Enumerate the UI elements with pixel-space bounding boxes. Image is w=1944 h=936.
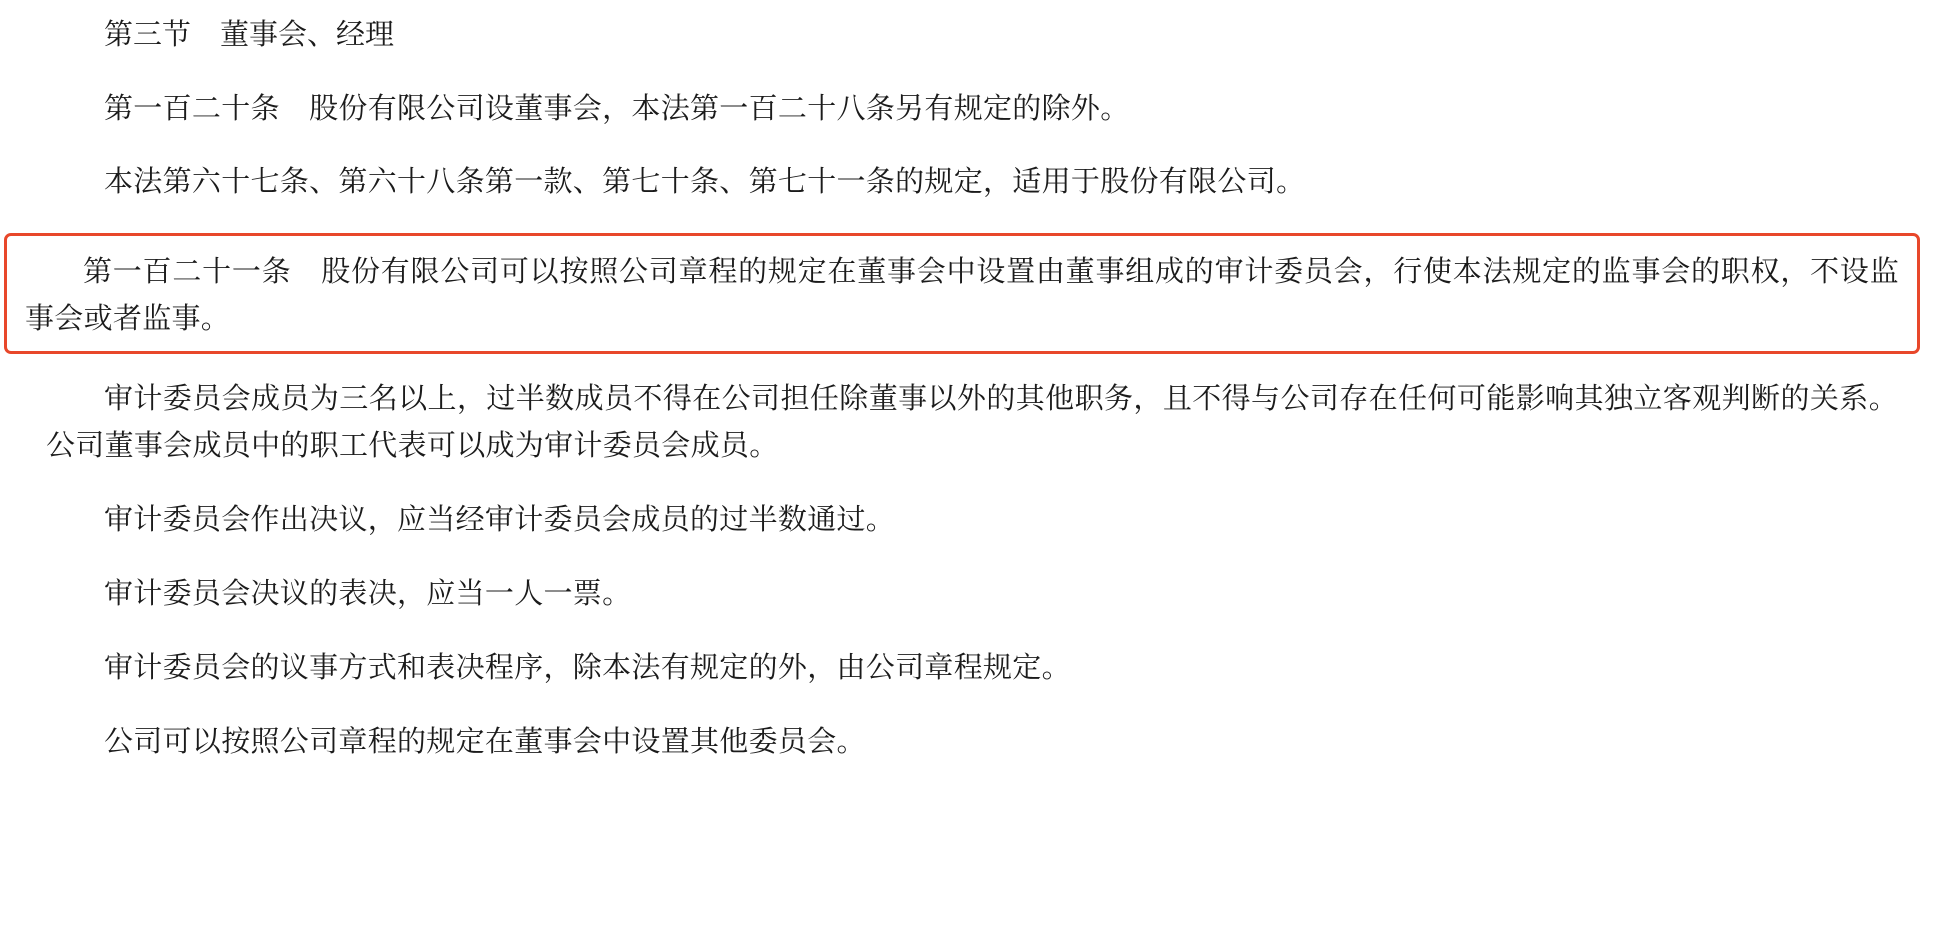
section-heading: 第三节 董事会、经理 <box>104 19 395 51</box>
paragraph-audit-committee-vote: 审计委员会决议的表决，应当一人一票。 <box>104 578 632 611</box>
paragraph-other-committees: 公司可以按照公司章程的规定在董事会中设置其他委员会。 <box>104 726 866 759</box>
paragraph-audit-committee-resolution: 审计委员会作出决议，应当经审计委员会成员的过半数通过。 <box>104 504 896 537</box>
paragraph-article-121: 第一百二十一条 股份有限公司可以按照公司章程的规定在董事会中设置由董事组成的审计委员会，行使本法规定的监事会的职权，不设监事会或者监事。 <box>25 256 1899 336</box>
paragraph-audit-committee-members: 审计委员会成员为三名以上，过半数成员不得在公司担任除董事以外的其他职务，且不得与公司存在任何可能影响其独立客观判断的关系。公司董事会成员中的职工代表可以成为审计委员会成员。 <box>46 383 1898 463</box>
paragraph-article-120-ref: 本法第六十七条、第六十八条第一款、第七十条、第七十一条的规定，适用于股份有限公司。 <box>104 166 1306 199</box>
paragraph-audit-committee-procedure: 审计委员会的议事方式和表决程序，除本法有规定的外，由公司章程规定。 <box>104 652 1071 685</box>
paragraph-article-120: 第一百二十条 股份有限公司设董事会，本法第一百二十八条另有规定的除外。 <box>104 92 1130 125</box>
highlight-box-article-121 <box>4 233 1920 354</box>
